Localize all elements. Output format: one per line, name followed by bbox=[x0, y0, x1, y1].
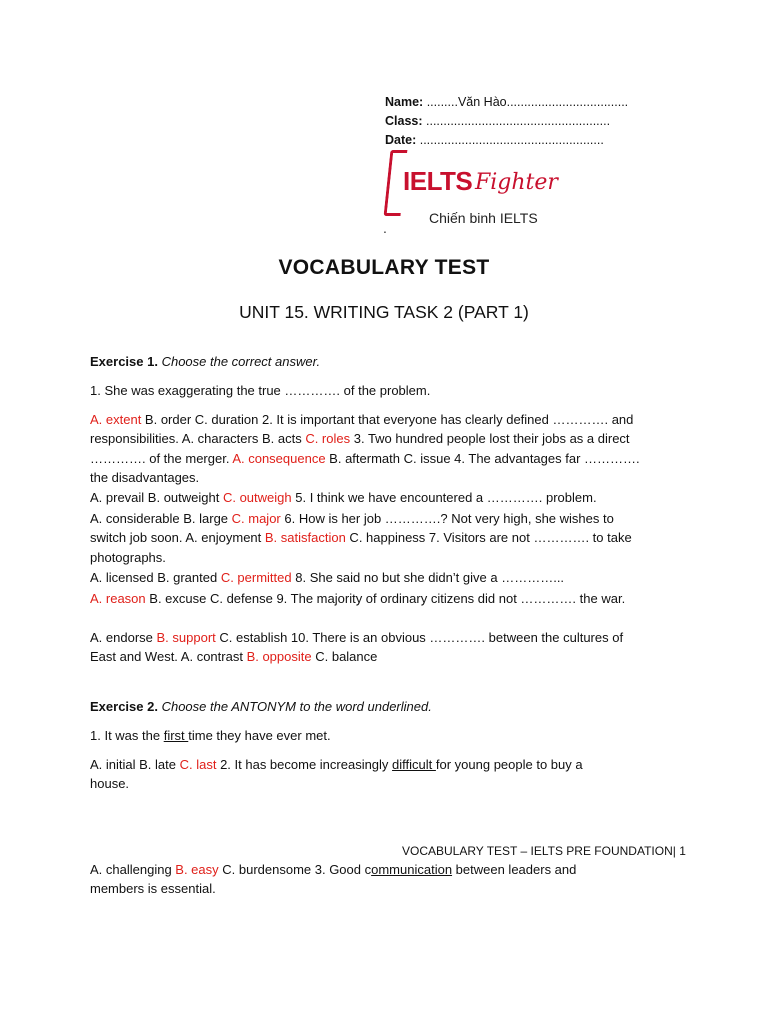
exercise1-paragraph-6 bbox=[90, 628, 645, 667]
exercise1-paragraph-3 bbox=[90, 509, 645, 567]
page-subtitle: UNIT 15. WRITING TASK 2 (PART 1) bbox=[239, 302, 529, 322]
exercise1-heading bbox=[90, 352, 645, 371]
question-text: for young people to buy a house. bbox=[90, 757, 583, 792]
name-field bbox=[385, 95, 628, 109]
answer-highlight: A. consequence bbox=[232, 450, 326, 466]
date-field bbox=[385, 133, 604, 147]
question-text: 5. I think we have encountered a …………. problem. bbox=[291, 490, 597, 505]
answer-highlight: B. easy bbox=[175, 862, 219, 877]
class-value: ..................................................... bbox=[422, 114, 611, 128]
question-text: A. prevail B. outweight bbox=[90, 490, 223, 505]
answer-highlight: B. satisfaction bbox=[264, 530, 346, 546]
page-footer: VOCABULARY TEST – IELTS PRE FOUNDATION| 1 bbox=[402, 844, 686, 858]
date-label: Date: bbox=[385, 133, 417, 147]
question-text: A. initial B. late bbox=[90, 757, 180, 772]
exercise2-question-1 bbox=[90, 726, 645, 745]
question-text: 8. She said no but she didn’t give a …………... bbox=[291, 570, 565, 585]
logo-fighter-text: Fighter bbox=[475, 170, 558, 195]
class-field bbox=[385, 114, 610, 128]
underlined-word: difficult bbox=[392, 757, 436, 772]
question-text: B. order C. duration 2. It is important that everyone has clearly defined …………. and responsibilities. A. characters B. acts bbox=[90, 412, 634, 447]
question-text: 1. It was the bbox=[90, 728, 164, 743]
answer-highlight: B. support bbox=[156, 630, 216, 645]
question-text: A. licensed B. granted bbox=[90, 570, 221, 585]
exercise1-question-1: 1. She was exaggerating the true …………. of the problem. bbox=[90, 383, 431, 398]
question-text: C. happiness 7. Visitors are not …………. to take photographs. bbox=[90, 530, 632, 565]
question-text: time they have ever met. bbox=[188, 728, 331, 743]
answer-highlight: B. opposite bbox=[246, 649, 312, 665]
logo-ielts-text: IELTS bbox=[403, 166, 473, 196]
question-text: 3. Two hundred people lost their jobs as a direct …………. of the merger. bbox=[90, 431, 630, 466]
exercise1-label: Exercise 1. bbox=[90, 354, 158, 369]
question-text: between leaders and members is essential. bbox=[90, 862, 577, 897]
exercise1-instruction: Choose the correct answer. bbox=[161, 354, 321, 369]
answer-highlight: C. major bbox=[231, 511, 281, 526]
question-text: A. challenging bbox=[90, 862, 176, 877]
question-text: 6. How is her job ………….? Not very high, she wishes to switch job soon. A. enjoyment bbox=[90, 511, 614, 546]
answer-highlight: C. last bbox=[179, 757, 217, 772]
answer-highlight: C. permitted bbox=[220, 570, 292, 585]
answer-highlight: A. reason bbox=[90, 591, 146, 606]
name-label: Name: bbox=[385, 95, 424, 109]
answer-highlight: C. outweigh bbox=[222, 490, 292, 505]
page-title: VOCABULARY TEST bbox=[278, 256, 490, 279]
exercise2-instruction: Choose the ANTONYM to the word underlined. bbox=[161, 699, 432, 714]
logo-tagline: Chiến binh IELTS bbox=[429, 210, 538, 226]
logo-dot: . bbox=[383, 220, 387, 236]
exercise1-paragraph-5 bbox=[90, 589, 645, 608]
question-text: C. balance bbox=[311, 649, 378, 665]
question-text: A. endorse bbox=[90, 630, 157, 645]
question-text: C. burdensome 3. Good c bbox=[218, 862, 372, 877]
name-value: .........Văn Hào................................... bbox=[423, 95, 629, 109]
underlined-word: ommunication bbox=[371, 862, 453, 877]
exercise2-label: Exercise 2. bbox=[90, 699, 158, 714]
exercise1-paragraph-4 bbox=[90, 568, 645, 587]
exercise2-paragraph-1 bbox=[90, 755, 590, 794]
question-text: A. considerable B. large bbox=[90, 511, 232, 526]
exercise2-heading bbox=[90, 697, 645, 716]
date-value: ..................................................... bbox=[416, 133, 604, 147]
exercise1-paragraph-2 bbox=[90, 488, 645, 507]
exercise1-paragraph-1 bbox=[90, 410, 645, 487]
question-text: 2. It has become increasingly bbox=[216, 757, 393, 772]
question-text: B. excuse C. defense 9. The majority of ordinary citizens did not …………. the war. bbox=[145, 591, 626, 606]
question-text: C. establish 10. There is an obvious …………. between the cultures of East and West. A. contrast bbox=[90, 630, 624, 665]
class-label: Class: bbox=[385, 114, 423, 128]
answer-highlight: A. extent bbox=[90, 412, 142, 427]
underlined-word: first bbox=[163, 728, 189, 743]
ielts-fighter-logo bbox=[383, 148, 583, 234]
question-text: B. aftermath C. issue 4. The advantages far …………. the disadvantages. bbox=[90, 450, 640, 485]
exercise2-paragraph-2 bbox=[90, 860, 615, 899]
answer-highlight: C. roles bbox=[305, 431, 351, 447]
